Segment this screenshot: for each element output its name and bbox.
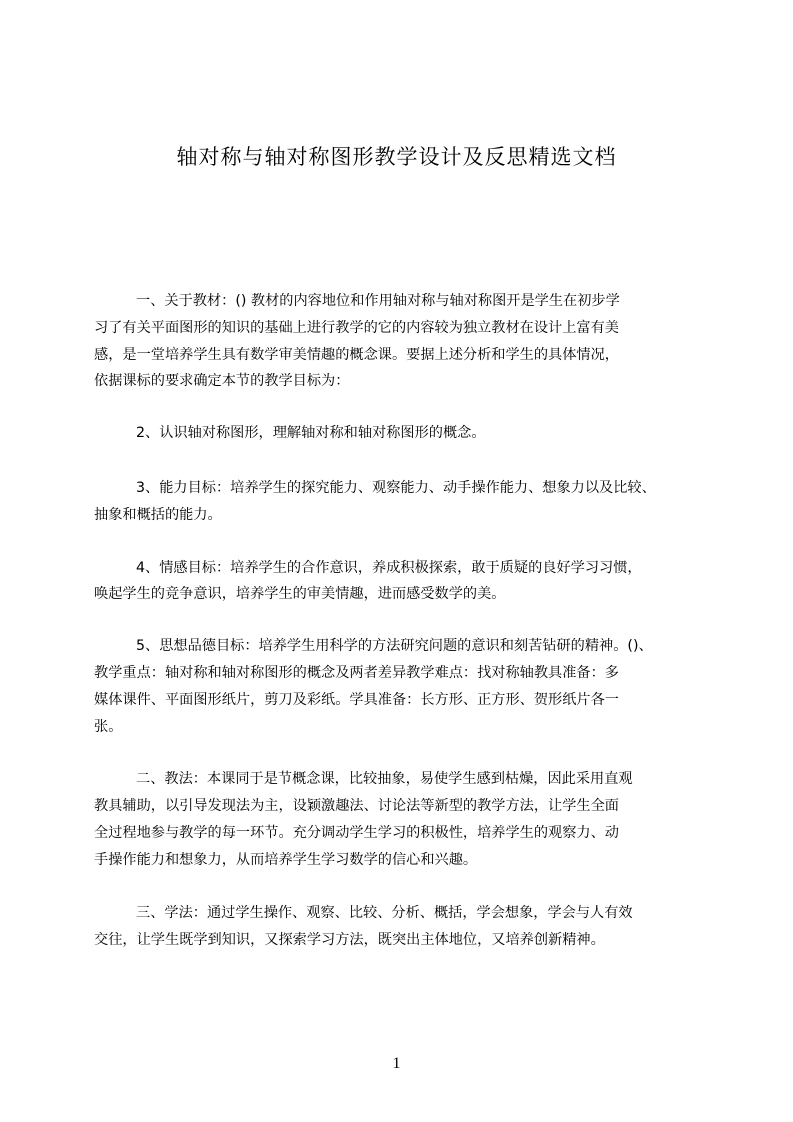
paragraph-line: 习了有关平面图形的知识的基础上进行教学的它的内容较为独立教材在设计上富有美: [94, 320, 619, 336]
paragraph-line: 2、认识轴对称图形，理解轴对称和轴对称图形的概念。: [136, 425, 486, 441]
paragraph-line: 三、学法：通过学生操作、观察、比较、分析、概括，学会想象，学会与人有效: [136, 905, 633, 921]
paragraph-line: 交往，让学生既学到知识，又探索学习方法，既突出主体地位，又培养创新精神。: [94, 932, 605, 948]
paragraph-line: 抽象和概括的能力。: [94, 507, 222, 523]
page-number: 1: [392, 1055, 401, 1072]
paragraph-line: 5、思想品德目标：培养学生用科学的方法研究问题的意识和刻苦钻研的精神。()、: [136, 638, 653, 654]
paragraph-line: 教学重点：轴对称和轴对称图形的概念及两者差异教学难点：找对称轴教具准备：多: [94, 665, 619, 681]
paragraph-line: 一、关于教材：() 教材的内容地位和作用轴对称与轴对称图开是学生在初步学: [136, 293, 620, 309]
paragraph-line: 全过程地参与教学的每一环节。充分调动学生学习的积极性，培养学生的观察力、动: [94, 825, 619, 841]
paragraph-line: 依据课标的要求确定本节的教学目标为：: [94, 373, 350, 389]
paragraph-line: 张。: [94, 719, 123, 735]
document-title: 轴对称与轴对称图形教学设计及反思精选文档: [176, 145, 617, 169]
paragraph-line: 3、能力目标：培养学生的探究能力、观察能力、动手操作能力、想象力以及比较、: [136, 480, 656, 496]
paragraph-line: 手操作能力和想象力，从而培养学生学习数学的信心和兴趣。: [94, 852, 478, 868]
paragraph-line: 唤起学生的竞争意识，培养学生的审美情趣，进而感受数学的美。: [94, 586, 506, 602]
paragraph-line: 4、情感目标：培养学生的合作意识，养成积极探索，敢于质疑的良好学习习惯，: [136, 560, 642, 576]
paragraph-line: 媒体课件、平面图形纸片，剪刀及彩纸。学具准备：长方形、正方形、贺形纸片各一: [94, 692, 619, 708]
paragraph-line: 感，是一堂培养学生具有数学审美情趣的概念课。要据上述分析和学生的具体情况，: [94, 347, 619, 363]
paragraph-line: 二、教法：本课同于是节概念课，比较抽象，易使学生感到枯燥，因此采用直观: [136, 771, 633, 787]
paragraph-line: 教具辅助，以引导发现法为主，设颖激趣法、讨论法等新型的教学方法，让学生全面: [94, 798, 619, 814]
